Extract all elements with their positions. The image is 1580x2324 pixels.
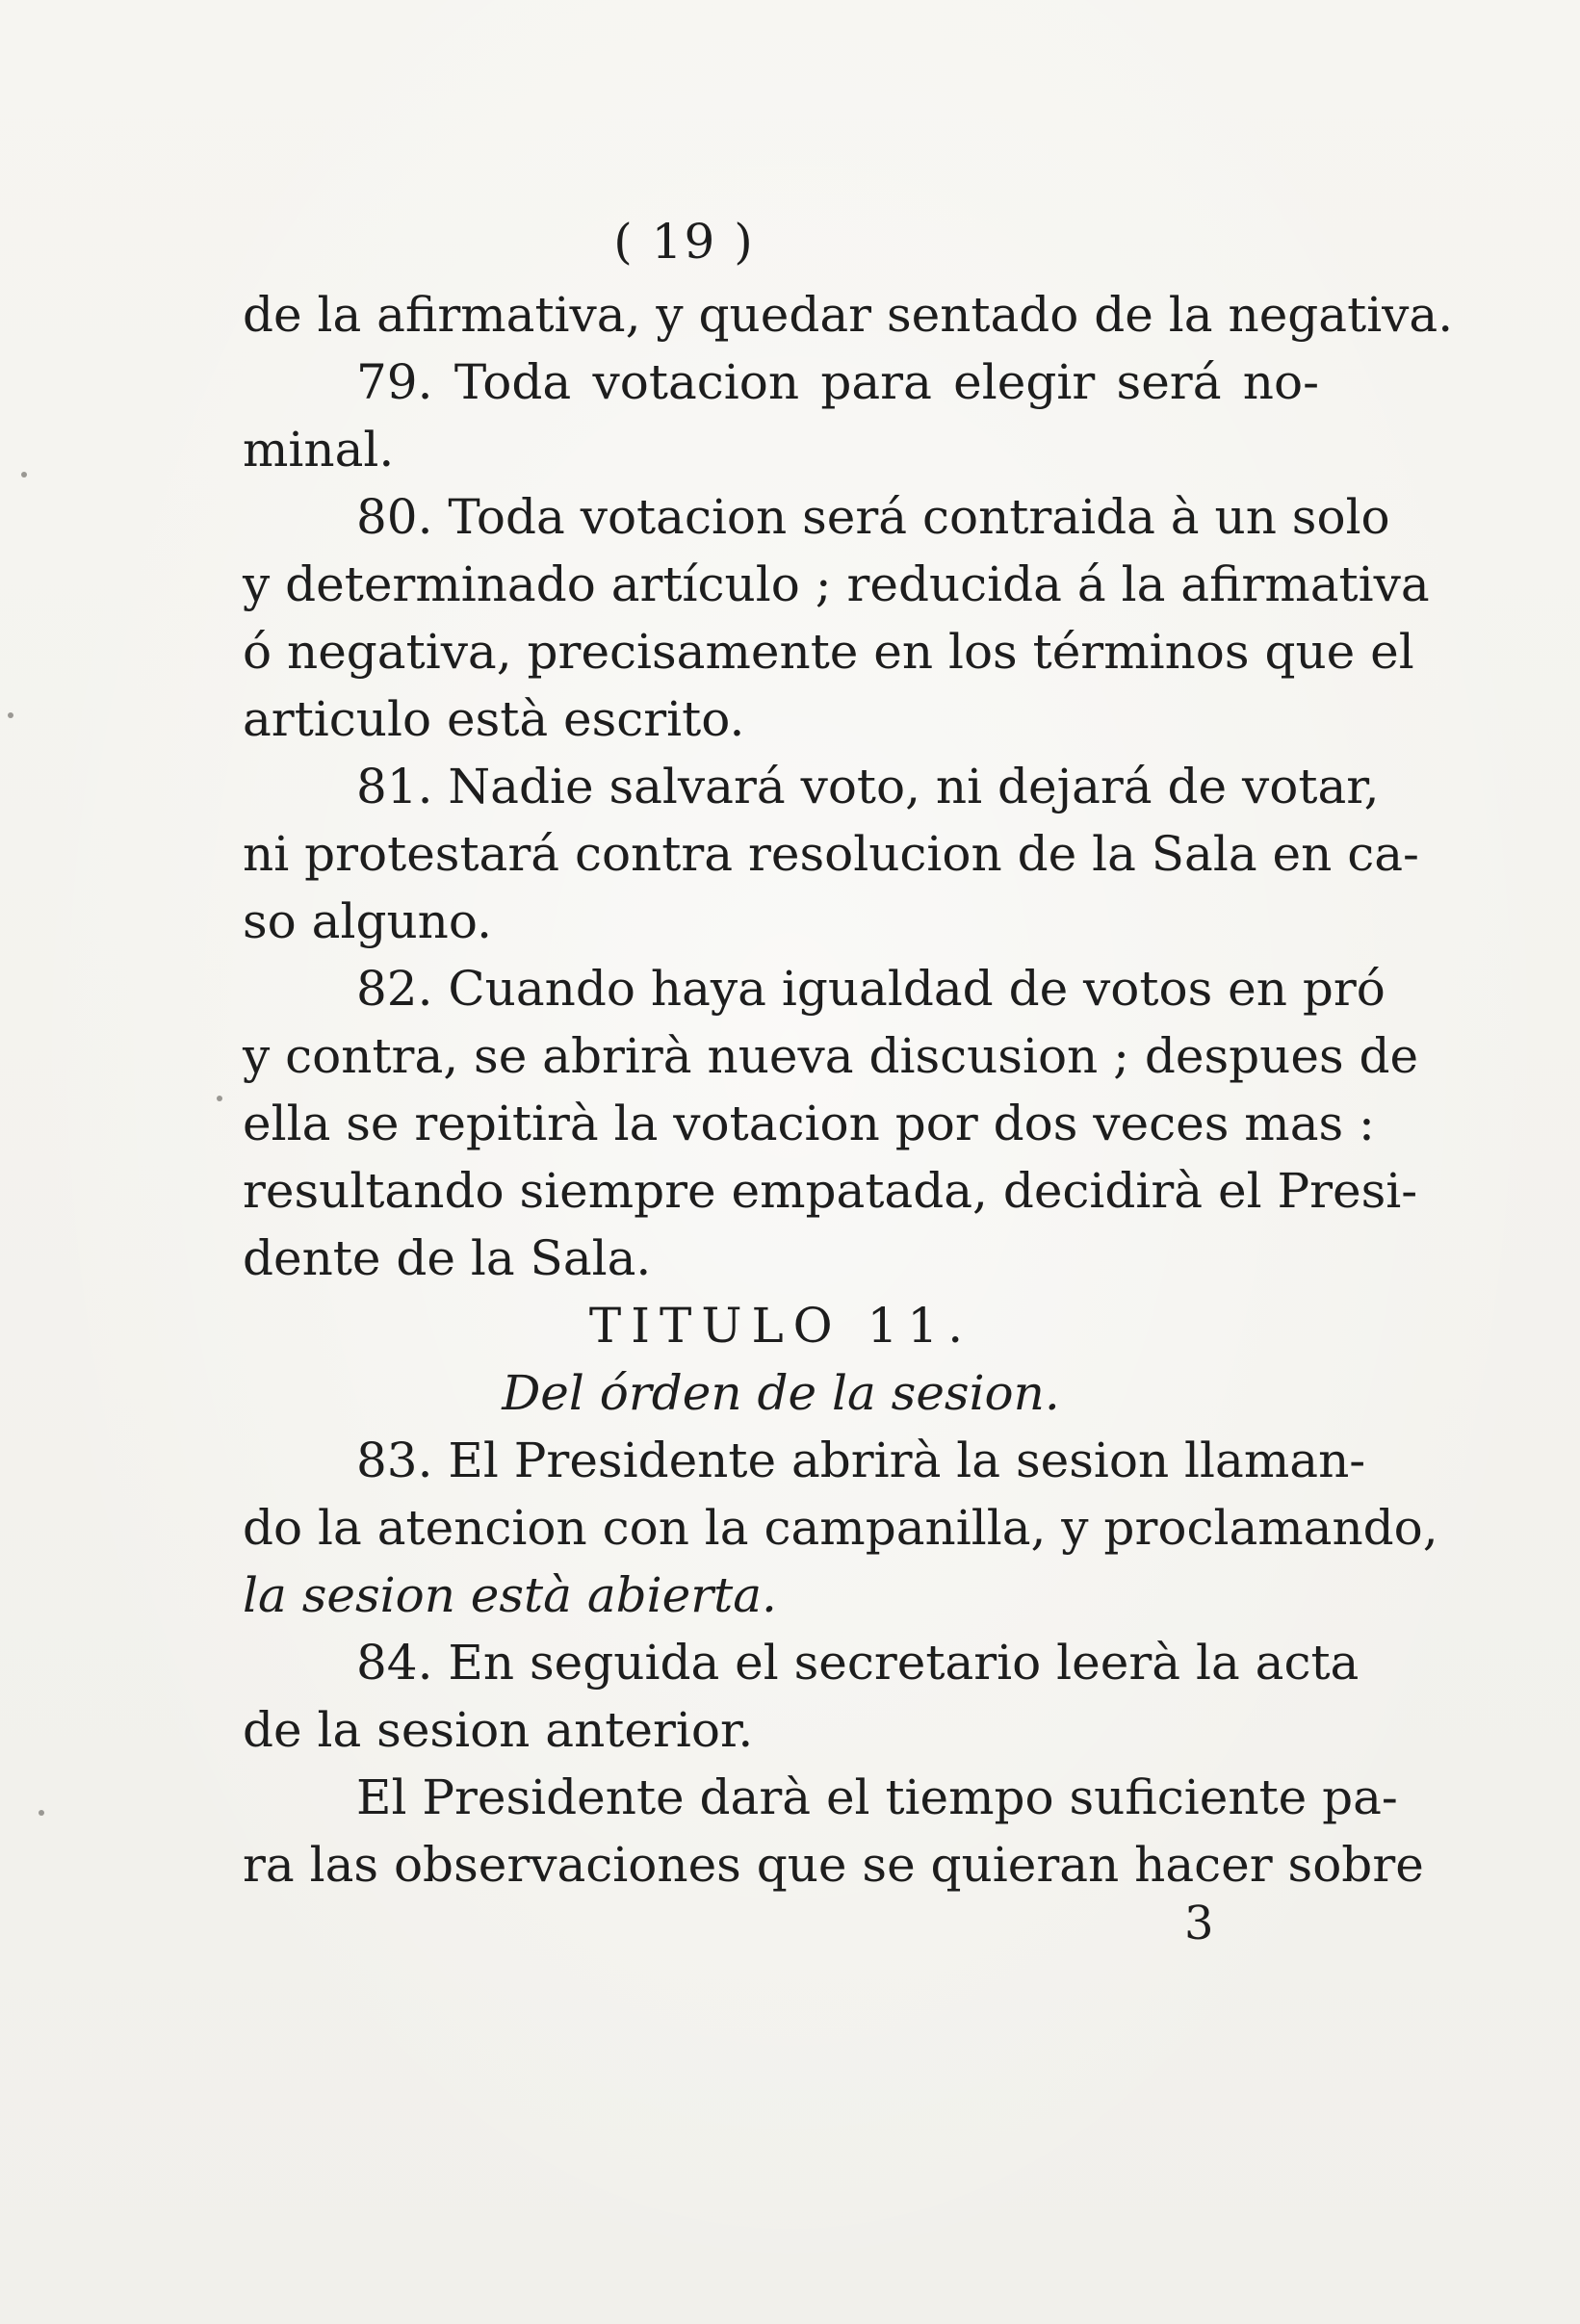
paper-speck: [8, 712, 13, 718]
signature-mark: 3: [1184, 1897, 1214, 1950]
paper-speck: [39, 1810, 44, 1816]
text-line-22: de la sesion anterior.: [243, 1702, 754, 1758]
text-line-4: 80. Toda votacion será contraida à un solo: [356, 489, 1390, 545]
text-line-23: El Presidente darà el tiempo suficiente pa-: [356, 1769, 1398, 1825]
text-line-15: dente de la Sala.: [243, 1230, 652, 1286]
text-line-20: la sesion està abierta.: [243, 1567, 777, 1623]
section-subheading: Del órden de la sesion.: [502, 1365, 1060, 1421]
text-line-21: 84. En seguida el secretario leerà la acta: [356, 1635, 1360, 1691]
text-line-1: de la afirmativa, y quedar sentado de la negativa.: [243, 287, 1454, 343]
page-number: ( 19 ): [613, 214, 755, 270]
text-line-7: articulo està escrito.: [243, 691, 745, 747]
paper-speck: [217, 1096, 222, 1101]
text-line-13: ella se repitirà la votacion por dos veces mas :: [243, 1096, 1375, 1151]
text-line-18: 83. El Presidente abrirà la sesion llaman-: [356, 1433, 1366, 1488]
text-line-10: so alguno.: [243, 893, 492, 949]
text-line-24: ra las observaciones que se quieran hacer sobre: [243, 1837, 1424, 1893]
text-line-2: 79. Toda votacion para elegir será no-: [356, 354, 1319, 410]
text-line-14: resultando siempre empatada, decidirà el Presi-: [243, 1163, 1418, 1219]
text-line-5: y determinado artículo ; reducida á la afirmativa: [243, 556, 1430, 612]
paper-speck: [21, 472, 27, 478]
text-line-19: do la atencion con la campanilla, y proclamando,: [243, 1500, 1438, 1556]
text-line-11: 82. Cuando haya igualdad de votos en pró: [356, 961, 1386, 1017]
text-line-9: ni protestará contra resolucion de la Sala en ca-: [243, 826, 1419, 882]
text-line-3: minal.: [243, 422, 395, 478]
text-line-12: y contra, se abrirà nueva discusion ; despues de: [243, 1028, 1419, 1084]
text-line-6: ó negativa, precisamente en los términos que el: [243, 624, 1414, 680]
text-line-8: 81. Nadie salvará voto, ni dejará de votar,: [356, 759, 1380, 814]
section-heading: TITULO 11.: [588, 1298, 973, 1354]
